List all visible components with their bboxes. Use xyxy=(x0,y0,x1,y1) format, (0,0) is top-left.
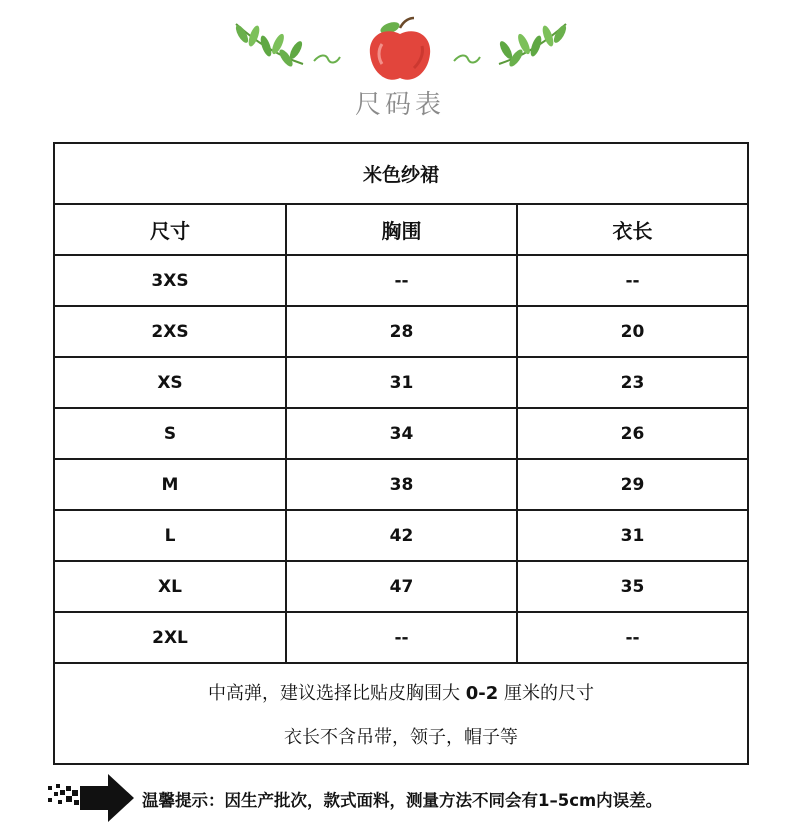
header-size: 尺寸 xyxy=(54,204,286,255)
cell-bust: 47 xyxy=(286,561,517,612)
cell-size: 2XL xyxy=(54,612,286,663)
tilde-icon xyxy=(312,52,342,66)
cell-bust: 42 xyxy=(286,510,517,561)
tilde-icon xyxy=(452,52,482,66)
size-table xyxy=(53,142,749,765)
cell-size: 2XS xyxy=(54,306,286,357)
cell-length: -- xyxy=(517,612,748,663)
cell-size: XL xyxy=(54,561,286,612)
cell-size: XS xyxy=(54,357,286,408)
cell-size: L xyxy=(54,510,286,561)
cell-size: 3XS xyxy=(54,255,286,306)
cell-bust: -- xyxy=(286,255,517,306)
cell-length: 23 xyxy=(517,357,748,408)
page-title: 尺码表 xyxy=(354,90,445,120)
table-row xyxy=(54,255,748,306)
table-caption: 米色纱裙 xyxy=(54,143,748,204)
leaf-branch-icon xyxy=(494,14,574,74)
cell-size: S xyxy=(54,408,286,459)
table-row xyxy=(54,357,748,408)
cell-length: -- xyxy=(517,255,748,306)
cell-size: M xyxy=(54,459,286,510)
cell-length: 20 xyxy=(517,306,748,357)
arrow-right-icon xyxy=(46,770,138,826)
apple-icon xyxy=(364,16,436,86)
header-length: 衣长 xyxy=(517,204,748,255)
cell-length: 31 xyxy=(517,510,748,561)
footer-text xyxy=(142,787,662,811)
cell-bust: 34 xyxy=(286,408,517,459)
table-row xyxy=(54,510,748,561)
leaf-branch-icon xyxy=(228,14,308,74)
footer-label: 温馨提示： xyxy=(142,791,225,810)
table-row xyxy=(54,306,748,357)
cell-length: 29 xyxy=(517,459,748,510)
note-line-1-pre: 中高弹，建议选择比贴皮胸围大 xyxy=(208,682,466,704)
cell-bust: -- xyxy=(286,612,517,663)
cell-bust: 38 xyxy=(286,459,517,510)
table-row xyxy=(54,561,748,612)
table-row xyxy=(54,459,748,510)
footer-message: 因生产批次，款式面料，测量方法不同会有1–5cm内误差。 xyxy=(224,791,663,810)
table-row xyxy=(54,408,748,459)
note-line-1-post: 厘米的尺寸 xyxy=(498,682,594,704)
note-line-1 xyxy=(55,672,747,716)
header-bust: 胸围 xyxy=(286,204,517,255)
table-note xyxy=(54,663,748,764)
cell-length: 35 xyxy=(517,561,748,612)
table-note-row xyxy=(54,663,748,764)
footer-tip xyxy=(46,770,786,826)
table-caption-row xyxy=(54,143,748,204)
table-header-row xyxy=(54,204,748,255)
note-line-2: 衣长不含吊带，领子，帽子等 xyxy=(284,726,518,748)
cell-bust: 28 xyxy=(286,306,517,357)
table-row xyxy=(54,612,748,663)
note-line-1-num: 0-2 xyxy=(465,682,499,704)
cell-bust: 31 xyxy=(286,357,517,408)
cell-length: 26 xyxy=(517,408,748,459)
